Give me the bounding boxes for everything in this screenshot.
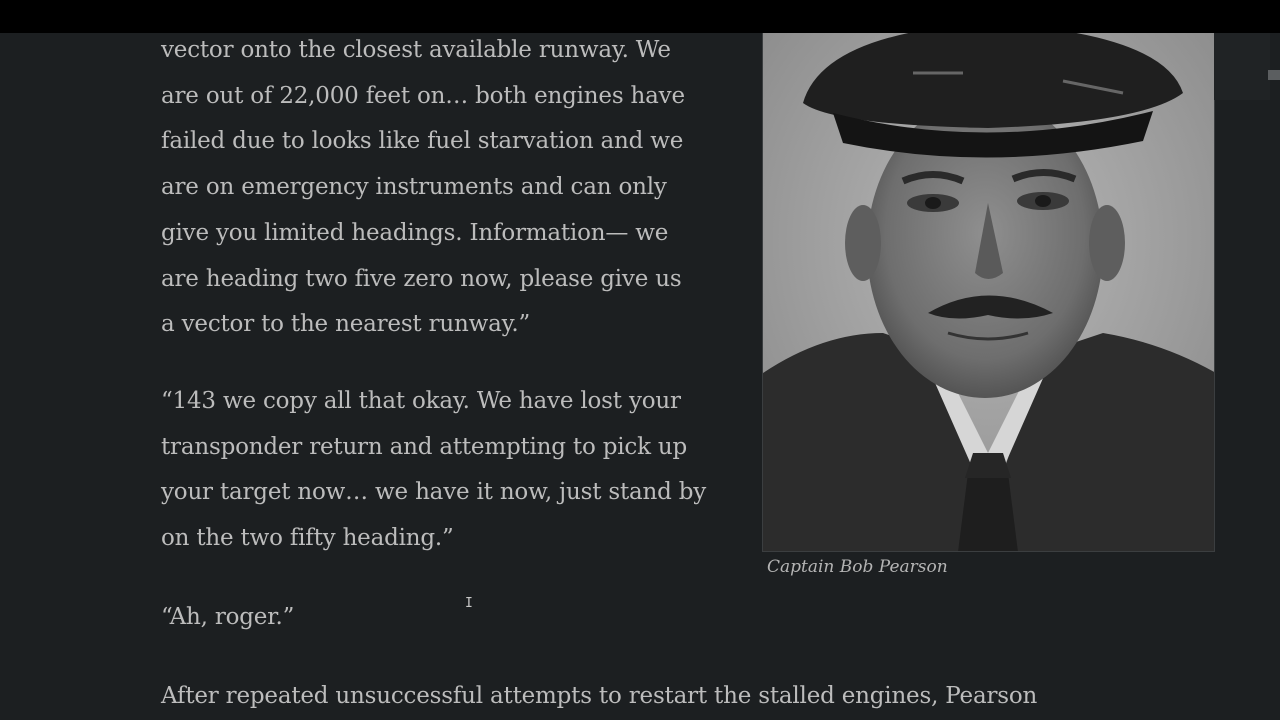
scroll-gutter (1214, 33, 1270, 100)
text-cursor-icon: I (465, 596, 473, 611)
scrollbar-thumb[interactable] (1268, 70, 1280, 80)
portrait-photo-icon (763, 33, 1215, 552)
article-paragraph: After repeated unsuccessful attempts to restart the stalled engines, Pearson (161, 683, 1038, 709)
article-paragraph: “Ah, roger.” (161, 604, 295, 630)
article-paragraph: vector onto the closest available runway. We are out of 22,000 feet on… both engines have failed due to looks like fuel starvation and we are on emergency instruments and can only give you limited headings. Information— we are heading two five zero now, please give us a vector to the nearest runway.” (161, 37, 685, 338)
captain-portrait-photo (762, 33, 1215, 552)
article-paragraph: “143 we copy all that okay. We have lost your transponder return and attempting to pick up your target now… we have it now, just stand by on the two fifty heading.” (161, 388, 707, 552)
article-body (0, 33, 1280, 720)
photo-caption: Captain Bob Pearson (767, 557, 948, 577)
